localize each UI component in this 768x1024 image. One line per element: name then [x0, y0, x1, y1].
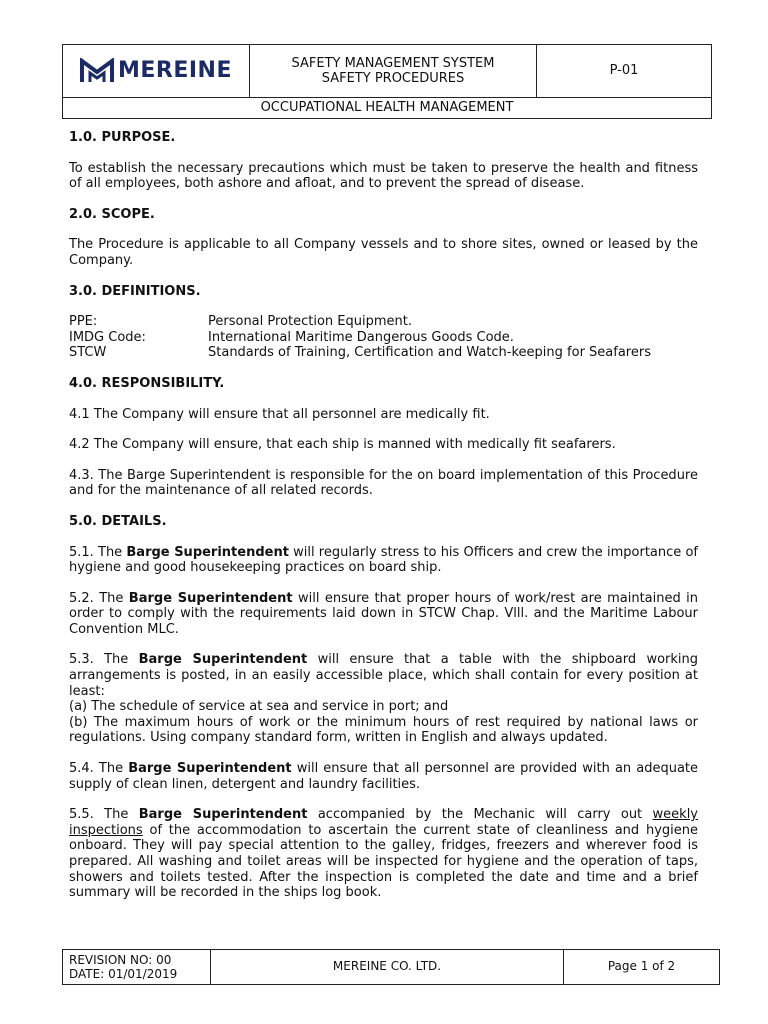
- definition-term: STCW: [69, 345, 107, 361]
- footer-company: MEREINE CO. LTD.: [211, 950, 564, 984]
- role-name: Barge Superintendent: [128, 590, 293, 606]
- details-prefix: 5.3. The: [69, 652, 139, 668]
- revision-date: DATE: 01/01/2019: [69, 967, 178, 981]
- role-name: Barge Superintendent: [126, 544, 289, 560]
- details-5-3-intro: [69, 652, 698, 699]
- header-title-line1: SAFETY MANAGEMENT SYSTEM: [291, 56, 495, 71]
- footer-revision-cell: [63, 950, 211, 984]
- company-logo: [63, 45, 250, 97]
- section-purpose-text: To establish the necessary precautions which must be taken to preserve the health and fitness of all employees, both ashore and afloat, and to prevent the spread of disease.: [69, 160, 698, 192]
- details-item-5-3: [69, 652, 698, 746]
- revision-number: REVISION NO: 00: [69, 953, 172, 967]
- details-5-3-item-b: (b) The maximum hours of work or the minimum hours of rest required by national laws or regulations. Using company standard form, written in English and always updated.: [69, 714, 698, 746]
- definition-row: [69, 345, 698, 361]
- details-text: will regularly stress to his Officers and crew the importance of hygiene and good housekeeping practices on board ship.: [69, 544, 698, 576]
- details-text: of the accommodation to ascertain the current state of cleanliness and hygiene onboard. They will pay special attention to the galley, fridges, freezers and wherever food is prepared. All washing and toilet areas will be inspected for hygiene and the operation of taps, showers and toilets tested. After the inspection is completed the date and time and a brief summary will be recorded in the ships log book.: [69, 822, 698, 901]
- definition-term: PPE:: [69, 314, 98, 330]
- page-number: Page 1 of 2: [607, 959, 676, 974]
- details-item-5-2: [69, 591, 698, 638]
- document-body: [69, 130, 698, 916]
- role-name: Barge Superintendent: [138, 807, 308, 823]
- weekly-inspections-emphasis: weekly inspections: [69, 807, 698, 838]
- details-text: accompanied by the Mechanic will carry out: [307, 807, 653, 823]
- section-details-heading: 5.0. DETAILS.: [69, 513, 167, 529]
- details-prefix: 5.5. The: [69, 807, 139, 823]
- details-item-5-1: [69, 545, 698, 576]
- details-item-5-4: [69, 761, 698, 792]
- details-item-5-5: [69, 807, 698, 901]
- definition-row: [69, 314, 698, 330]
- details-text: will ensure that all personnel are provided with an adequate supply of clean linen, detergent and laundry facilities.: [69, 761, 699, 792]
- responsibility-item-4-1: 4.1 The Company will ensure that all personnel are medically fit.: [69, 406, 490, 422]
- details-text: will ensure that a table with the shipboard working arrangements is posted, in an easily accessible place, which shall contain for every position at least:: [69, 652, 699, 699]
- header-title: [250, 45, 537, 97]
- section-scope-heading: 2.0. SCOPE.: [69, 206, 155, 222]
- document-code: P-01: [609, 63, 639, 79]
- header-title-line2: SAFETY PROCEDURES: [321, 71, 465, 86]
- role-name: Barge Superintendent: [138, 652, 308, 668]
- logo-mark-icon: [80, 58, 114, 84]
- details-5-3-item-a: (a) The schedule of service at sea and service in port; and: [69, 699, 449, 715]
- details-text: will ensure that proper hours of work/rest are maintained in order to comply with the requirements laid down in STCW Chap. Vlll. and the Maritime Labour Convention MLC.: [69, 590, 699, 637]
- definitions-list: [69, 314, 698, 361]
- definition-row: [69, 330, 698, 346]
- definition-value: Personal Protection Equipment.: [208, 314, 412, 330]
- section-definitions-heading: 3.0. DEFINITIONS.: [69, 283, 201, 299]
- responsibility-item-4-2: 4.2 The Company will ensure, that each ship is manned with medically fit seafarers.: [69, 437, 616, 453]
- logo-lockup: [80, 58, 232, 84]
- definition-value: International Maritime Dangerous Goods Code.: [208, 329, 514, 345]
- document-footer: [62, 949, 720, 985]
- definition-value: Standards of Training, Certification and Watch-keeping for Seafarers: [208, 345, 651, 361]
- role-name: Barge Superintendent: [128, 761, 292, 777]
- header-subtitle: OCCUPATIONAL HEALTH MANAGEMENT: [260, 100, 514, 116]
- section-purpose-heading: 1.0. PURPOSE.: [69, 130, 176, 145]
- details-prefix: 5.2. The: [69, 590, 129, 606]
- logo-wordmark: MEREINE: [117, 58, 232, 84]
- responsibility-item-4-3: 4.3. The Barge Superintendent is responsible for the on board implementation of this Procedure and for the maintenance of all related records.: [69, 467, 698, 499]
- document-header: [62, 44, 712, 119]
- section-scope-text: The Procedure is applicable to all Company vessels and to shore sites, owned or leased by the Company.: [69, 237, 698, 268]
- details-prefix: 5.4. The: [69, 761, 129, 777]
- header-top-row: [63, 45, 711, 98]
- definition-term: IMDG Code:: [69, 329, 146, 345]
- details-prefix: 5.1. The: [69, 544, 127, 560]
- section-responsibility-heading: 4.0. RESPONSIBILITY.: [69, 375, 225, 391]
